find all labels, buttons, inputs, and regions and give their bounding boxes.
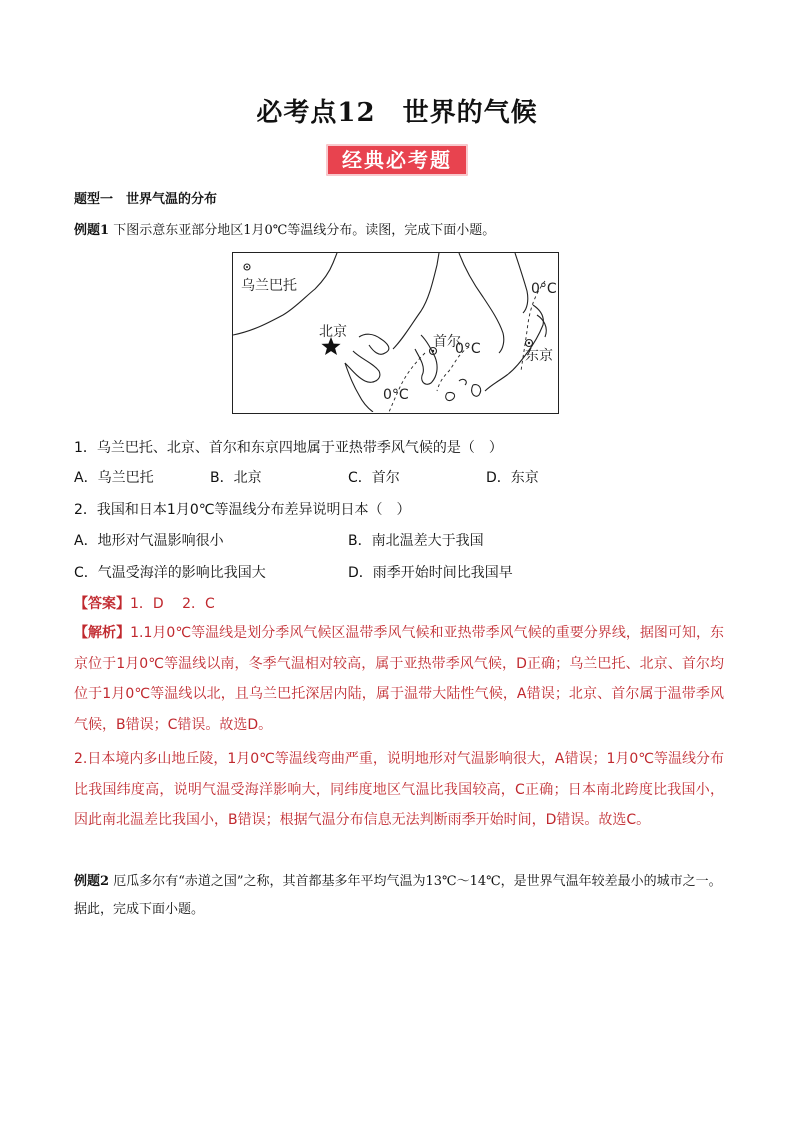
east-asia-isotherm-map (232, 252, 559, 414)
q1-option-a: A．乌兰巴托 (74, 470, 154, 486)
analysis-paragraph-2: 2.日本境内多山地丘陵，1月0℃等温线弯曲严重，说明地形对气温影响很大，A错误；1月0℃等温线分布比我国纬度高，说明气温受海洋影响大，同纬度地区气温比我国较高，C正确；日本南北跨度比我国小，因此南北温差比我国小，B错误；根据气温分布信息无法判断雨季开始时间，D错误。故选C。 (74, 751, 725, 828)
example2 (74, 868, 724, 924)
q1-option-c: C．首尔 (348, 470, 400, 486)
answer-line (74, 593, 215, 613)
map-label-isotherm-japan: 0°C (531, 281, 557, 297)
q2-option-b: B．南北温差大于我国 (348, 533, 484, 549)
map-label-isotherm-korea: 0°C (455, 341, 481, 357)
q2-option-a: A．地形对气温影响很小 (74, 533, 224, 549)
example2-text: 厄瓜多尔有“赤道之国”之称，其首都基多年平均气温为13℃～14℃，是世界气温年较差最小的城市之一。据此，完成下面小题。 (74, 874, 722, 917)
example1-intro (74, 219, 495, 238)
page-title: 必考点12 世界的气候 (256, 98, 538, 128)
map-label-isotherm-china: 0°C (383, 387, 409, 403)
q1-option-d: D．东京 (486, 470, 539, 486)
section-heading: 题型一 世界气温的分布 (74, 192, 218, 207)
analysis-text-1: 1.1月0℃等温线是划分季风气候区温带季风气候和亚热带季风气候的重要分界线，据图可知，东京位于1月0℃等温线以南，冬季气温相对较高，属于亚热带季风气候，D正确；乌兰巴托、北京、首尔均位于1月0℃等温线以北，且乌兰巴托深居内陆，属于温带大陆性气候，A错误；北京、首尔属于温带季风气候，B错误；C错误。故选D。 (74, 625, 724, 733)
map-label-seoul: 首尔 (433, 334, 461, 350)
analysis-tag: 【解析】 (74, 625, 131, 641)
q1-option-b: B．北京 (210, 470, 262, 486)
q2-option-d: D．雨季开始时间比我国早 (348, 565, 513, 581)
map-label-ulaanbaatar: 乌兰巴托 (241, 278, 297, 294)
map-label-beijing: 北京 (319, 324, 347, 340)
question-2: 2．我国和日本1月0℃等温线分布差异说明日本（ ） (74, 502, 411, 518)
q2-option-c: C．气温受海洋的影响比我国大 (74, 565, 266, 581)
answer-text: 1．D 2．C (130, 596, 215, 612)
classic-questions-badge: 经典必考题 (326, 144, 468, 176)
answer-tag: 【答案】 (74, 596, 130, 612)
example2-label: 例题2 (74, 874, 110, 889)
map-label-tokyo: 东京 (525, 348, 553, 364)
example1-label: 例题1 (74, 223, 110, 238)
analysis-paragraph-1 (74, 618, 724, 740)
question-1: 1．乌兰巴托、北京、首尔和东京四地属于亚热带季风气候的是（ ） (74, 440, 503, 456)
example1-text: 下图示意东亚部分地区1月0℃等温线分布。读图，完成下面小题。 (113, 223, 496, 238)
